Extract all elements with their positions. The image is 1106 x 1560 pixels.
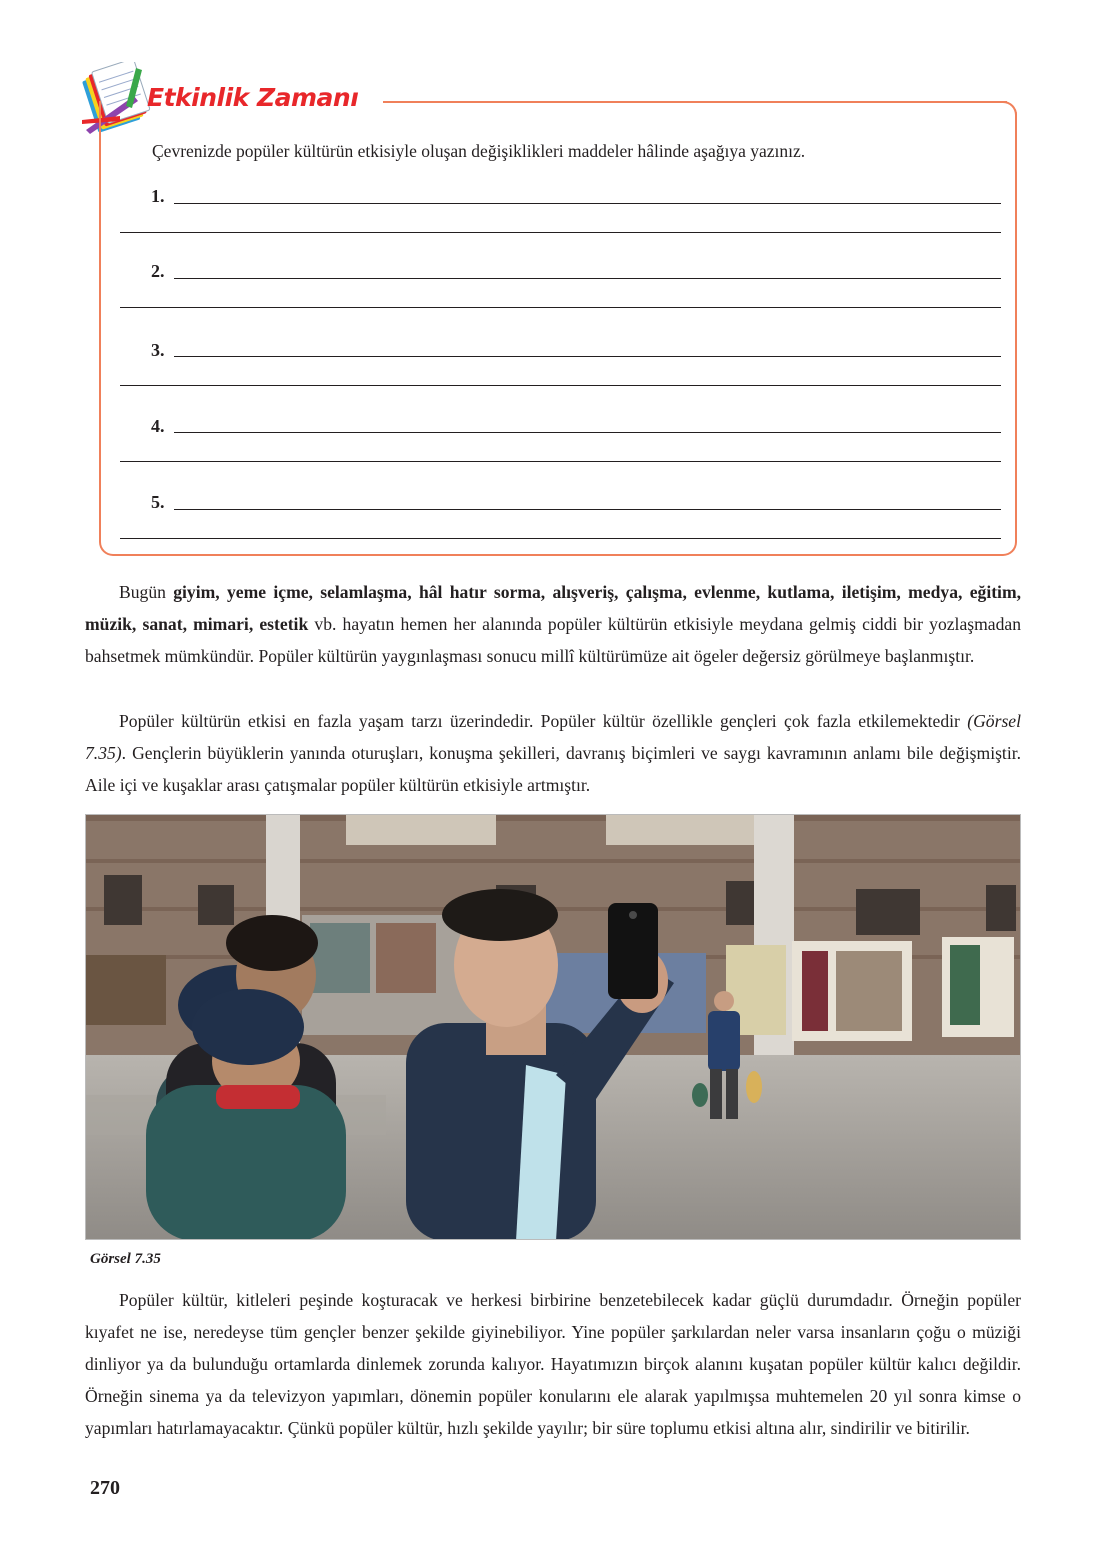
answer-line-3a[interactable]: [174, 356, 1001, 357]
page-number: 270: [90, 1477, 120, 1499]
paragraph-3: [85, 1284, 1021, 1444]
paragraph-1-start: Bugün: [119, 582, 174, 602]
activity-instruction: Çevrenizde popüler kültürün etkisiyle oluşan değişiklikleri maddeler hâlinde aşağıya yazınız.: [152, 141, 806, 161]
answer-line-5a[interactable]: [174, 509, 1001, 510]
item-number-3: 3.: [151, 340, 165, 360]
selfie-photo-illustration: [86, 815, 1021, 1240]
paragraph-1: [85, 576, 1021, 672]
paragraph-2-rest: . Gençlerin büyüklerin yanında oturuşları, konuşma şekilleri, davranış biçimleri ve saygı kavramının anlamı bile değişmiştir. Aile içi ve kuşaklar arası çatışmalar popüler kültürün etkisiyle artmıştır.: [85, 743, 1021, 795]
answer-line-4a[interactable]: [174, 432, 1001, 433]
answer-line-1b[interactable]: [120, 232, 1001, 233]
figure-photo: [85, 814, 1021, 1240]
item-number-1: 1.: [151, 186, 165, 206]
activity-title: Etkinlik Zamanı: [147, 83, 359, 112]
figure-reference: (Görsel 7.35): [85, 711, 1021, 763]
figure-caption: Görsel 7.35: [90, 1251, 161, 1267]
answer-line-4b[interactable]: [120, 461, 1001, 462]
answer-line-2b[interactable]: [120, 307, 1001, 308]
item-number-2: 2.: [151, 261, 165, 281]
paragraph-1-bold-terms: giyim, yeme içme, selamlaşma, hâl hatır sorma, alışveriş, çalışma, evlenme, kutlama, iletişim, medya, eğitim, müzik, sanat, mimari, estetik: [85, 582, 1022, 634]
paragraph-1-rest: vb. hayatın hemen her alanında popüler kültürün etkisiyle meydana gelmiş ciddi bir yozlaşmadan bahsetmek mümkündür. Popüler kültürün yaygınlaşması sonucu millî kültürümüze ait ögeler değersiz görülmeye başlanmıştır.: [85, 614, 1021, 666]
activity-box: [99, 101, 1017, 556]
item-number-5: 5.: [151, 492, 165, 512]
paragraph-3-text: Popüler kültür, kitleleri peşinde koşturacak ve herkesi birbirine benzetebilecek kadar güçlü durumdadır. Örneğin popüler kıyafet ne ise, neredeyse tüm gençler benzer şekilde giyinebiliyor. Yine popüler şarkılardan neler varsa insanların çoğu o müziği dinliyor ya da bulunduğu ortamlarda dinlemek zorunda kalıyor. Hayatımızın birçok alanını kuşatan popüler kültür kalıcı değildir. Örneğin sinema ya da televizyon yapımları, dönemin popüler konularını ele alarak yapılmışsa muhtemelen 20 yıl sonra kimse o yapımları hatırlamayacaktır. Çünkü popüler kültür, hızlı şekilde yayılır; bir süre toplumu etkisi altına alır, sindirilir ve bitirilir.: [85, 1290, 1021, 1438]
answer-line-5b[interactable]: [120, 538, 1001, 539]
answer-line-3b[interactable]: [120, 385, 1001, 386]
answer-line-2a[interactable]: [174, 278, 1001, 279]
answer-line-1a[interactable]: [174, 203, 1001, 204]
paragraph-2-start: Popüler kültürün etkisi en fazla yaşam tarzı üzerindedir. Popüler kültür özellikle gençleri çok fazla etkilemektedir: [119, 711, 968, 731]
paragraph-2: [85, 705, 1021, 801]
activity-box-corner: [990, 101, 1017, 128]
item-number-4: 4.: [151, 416, 165, 436]
